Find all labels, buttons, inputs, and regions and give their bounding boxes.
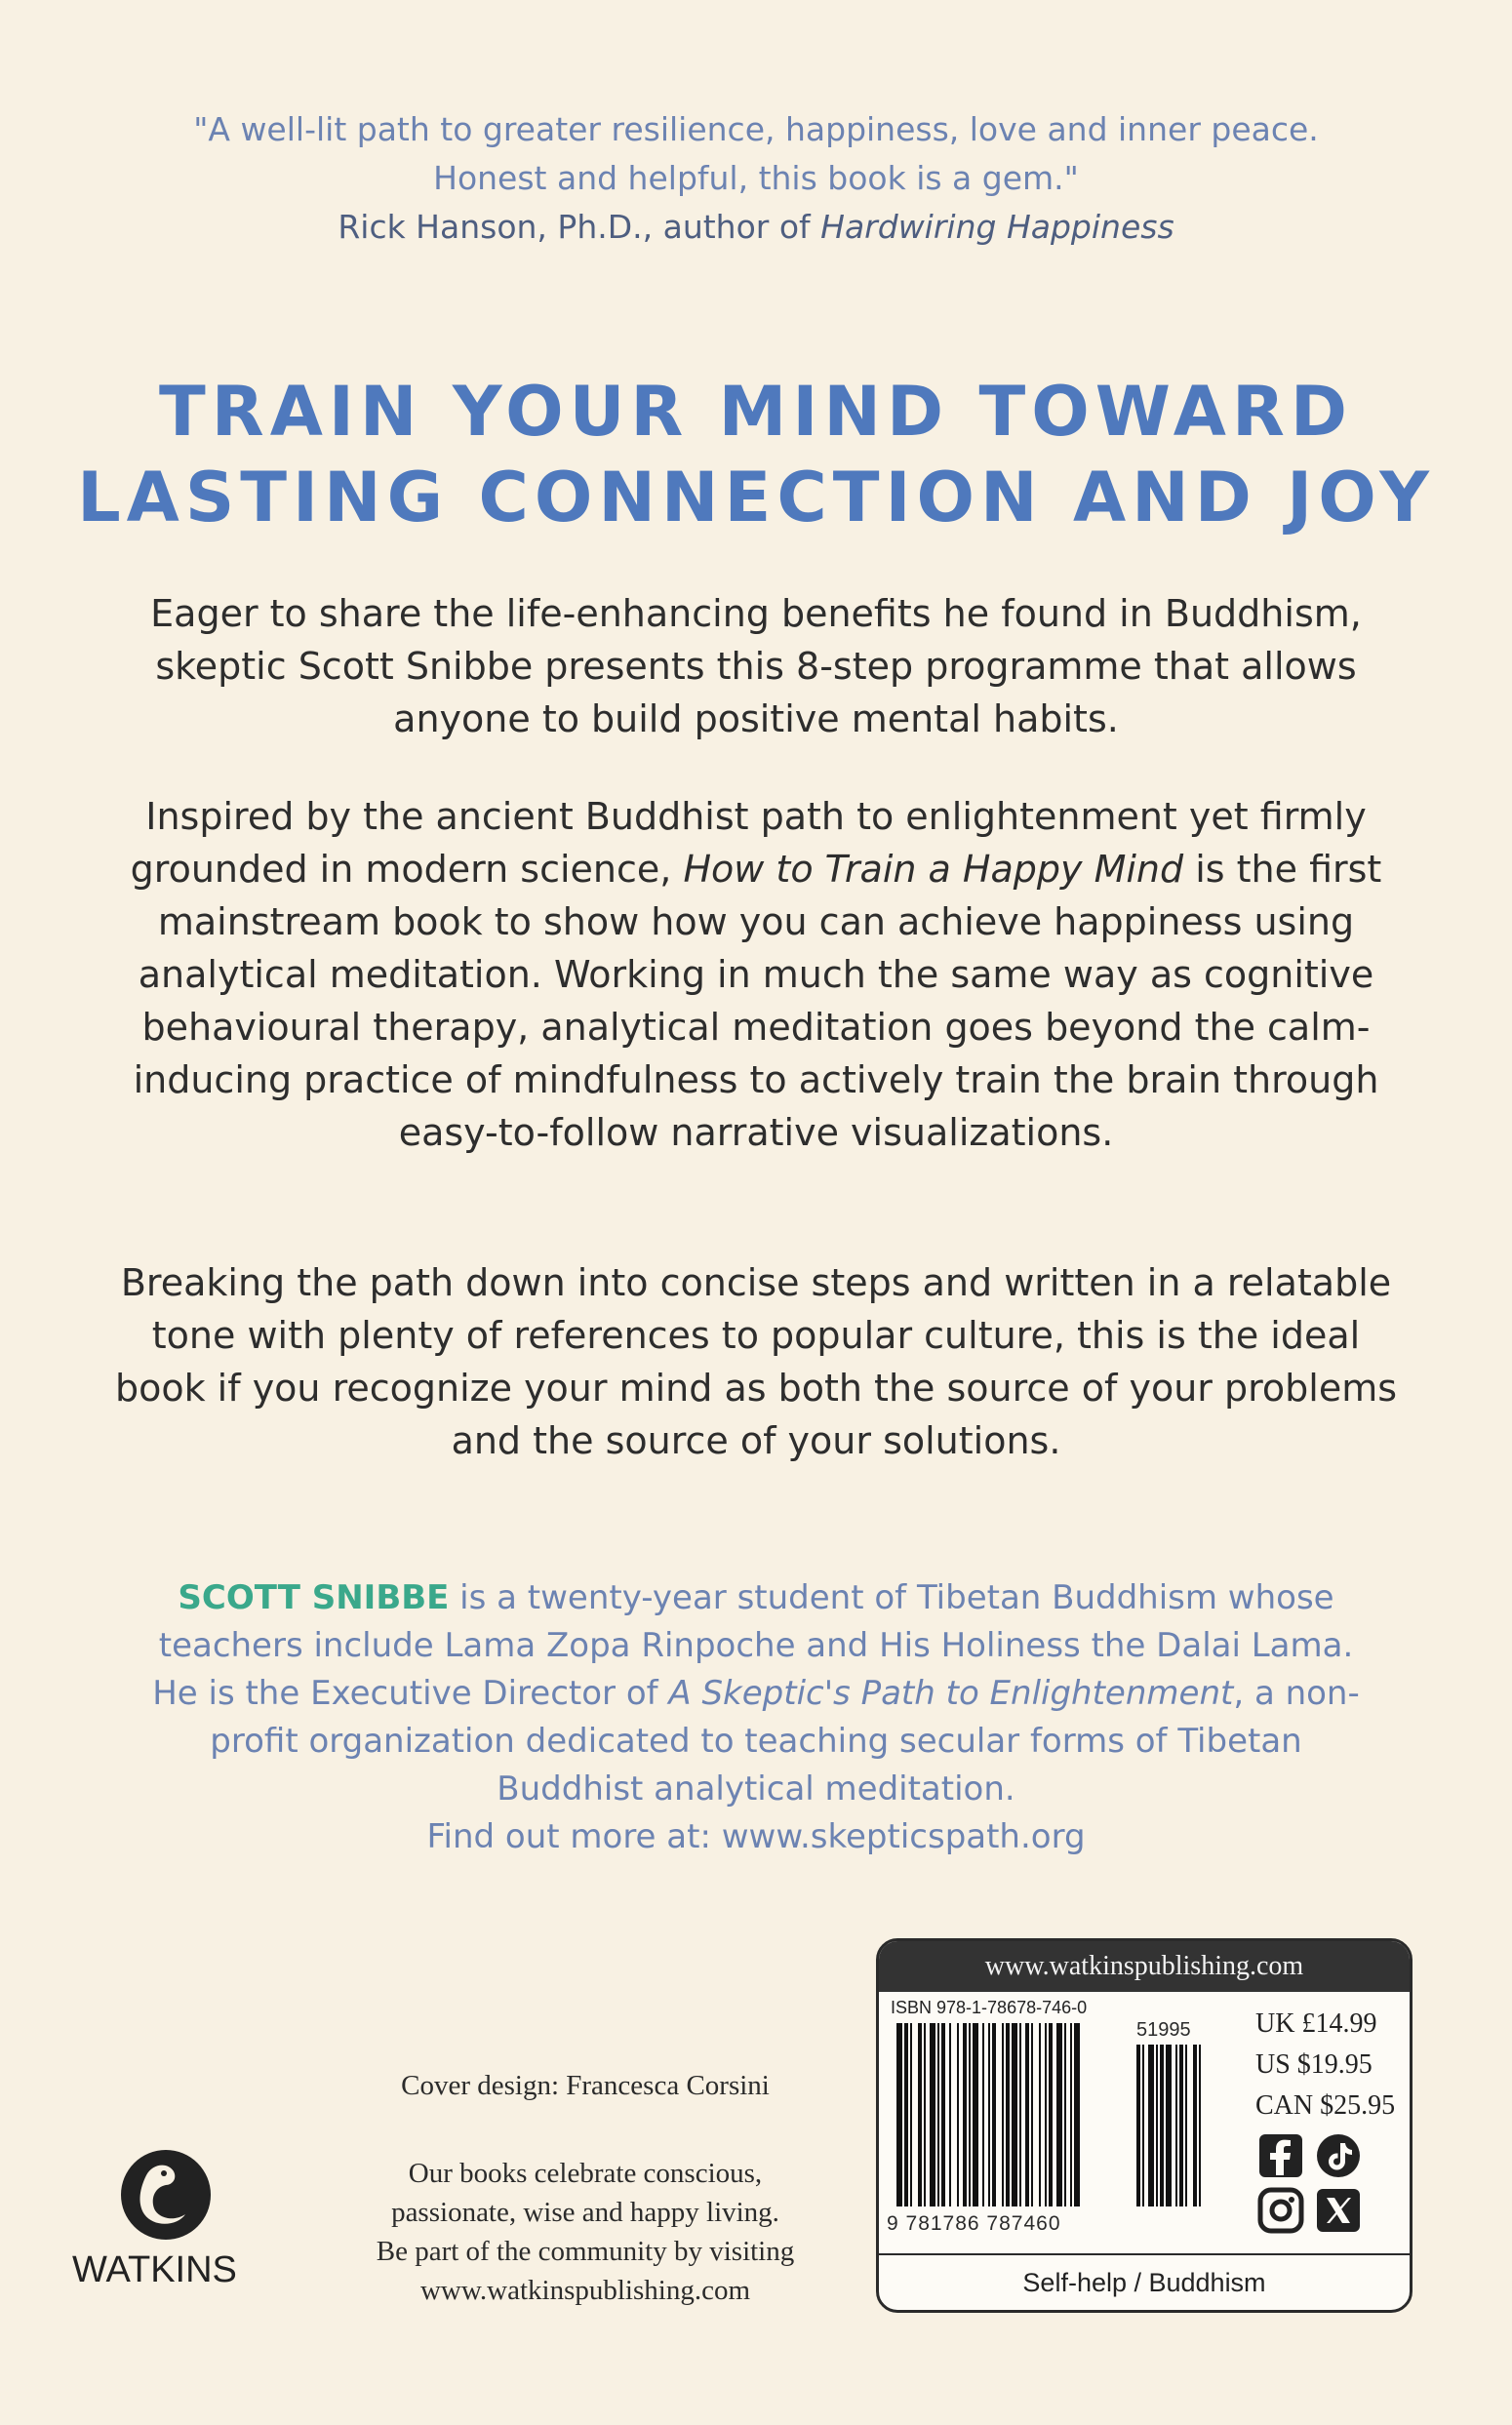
x-icon: [1315, 2187, 1362, 2234]
publisher-website: www.watkinspublishing.com: [879, 1941, 1410, 1992]
bio-org: A Skeptic's Path to Enlightenment: [668, 1674, 1234, 1713]
blurb-paragraph-1: Eager to share the life-enhancing benefits he found in Buddhism, skeptic Scott Snibbe presents this 8-step programme that allows anyone to build positive mental habits.: [150, 592, 1362, 740]
instagram-icon: [1257, 2187, 1304, 2234]
p2-intro: Inspired by the ancient Buddhist path to enlightenment yet firmly grounded in modern science,: [130, 795, 1367, 891]
publisher-name: WATKINS: [72, 2249, 237, 2290]
attribution-book-title: Hardwiring Happiness: [820, 208, 1174, 246]
publisher-logo: [72, 2146, 267, 2291]
facebook-icon: [1257, 2132, 1304, 2179]
headline: [59, 369, 1453, 540]
author-name: SCOTT SNIBBE: [178, 1578, 450, 1617]
endorsement-quote: [146, 105, 1366, 252]
prices: [1255, 2004, 1395, 2127]
quote-line-2: Honest and helpful, this book is a gem.": [433, 159, 1079, 197]
social-icons: [1257, 2132, 1384, 2242]
tiktok-icon: [1315, 2132, 1362, 2179]
quote-attribution: [146, 203, 1366, 252]
community-line-1: Our books celebrate conscious,: [408, 2158, 763, 2189]
community-line-4: www.watkinspublishing.com: [419, 2275, 751, 2306]
isbn: ISBN 978-1-78678-746-0: [891, 1998, 1088, 2017]
headline-line-2: LASTING CONNECTION AND JOY: [77, 457, 1435, 537]
barcode: [896, 2023, 1228, 2214]
community-note: [293, 2154, 878, 2310]
bird-logo-icon: [117, 2146, 215, 2244]
quote-line-1: "A well-lit path to greater resilience, happiness, love and inner peace.: [193, 110, 1319, 148]
blurb-paragraph-2: [107, 790, 1405, 1159]
headline-line-1: TRAIN YOUR MIND TOWARD: [159, 372, 1353, 452]
bio-text-1: is a twenty-year student of Tibetan Buddhism whose teachers include Lama Zopa Rinpoche and His Holiness the Dalai Lama. He is the Executive Director of: [152, 1578, 1354, 1713]
blurb-paragraph-3: Breaking the path down into concise steps and written in a relatable tone with plenty of references to popular culture, this is the ideal book if you recognize your mind as both the source of your problems and the source of your solutions.: [114, 1261, 1398, 1462]
p2-book-title: How to Train a Happy Mind: [683, 848, 1184, 891]
barcode-box: [876, 1938, 1413, 2313]
barcode-digits: 9 781786 787460: [887, 2212, 1061, 2235]
category: Self-help / Buddhism: [879, 2253, 1410, 2310]
author-bio: [146, 1574, 1366, 1861]
attribution-author: Rick Hanson, Ph.D., author of: [338, 208, 821, 246]
bio-link: Find out more at: www.skepticspath.org: [426, 1817, 1086, 1856]
cover-credit: Cover design: Francesca Corsini: [401, 2070, 770, 2101]
price-uk: UK £14.99: [1255, 2008, 1377, 2039]
price-can: CAN $25.95: [1255, 2090, 1396, 2121]
p2-rest: is the first mainstream book to show how you can achieve happiness using analytical meditation. Working in much the same way as cognitive behavioural therapy, analytical meditation goes beyond the calm-inducing practice of mindfulness to actively train the brain through easy-to-follow narrative visualizations.: [133, 848, 1382, 1154]
bio-text-2: , a non-profit organization dedicated to teaching secular forms of Tibetan Buddhist analytical meditation.: [210, 1674, 1360, 1809]
community-line-3: Be part of the community by visiting: [376, 2236, 795, 2267]
price-code: 51995: [1136, 2019, 1191, 2041]
price-us: US $19.95: [1255, 2049, 1373, 2080]
community-line-2: passionate, wise and happy living.: [391, 2197, 779, 2228]
